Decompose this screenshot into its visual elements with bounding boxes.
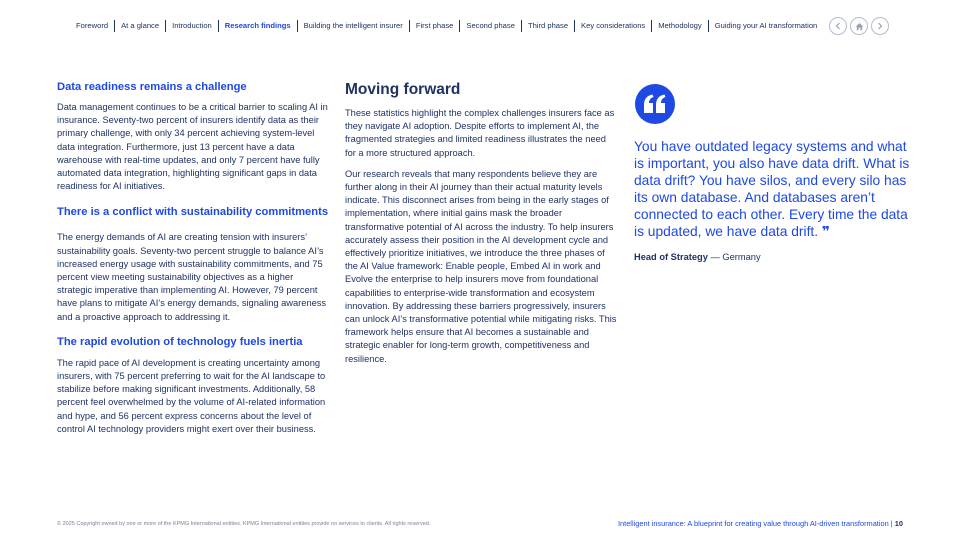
section-heading-sustainability: There is a conflict with sustainability commitments — [57, 206, 329, 219]
next-page-button[interactable] — [871, 17, 889, 35]
chevron-right-icon — [876, 22, 884, 30]
nav-item-foreword[interactable]: Foreword — [70, 20, 115, 32]
attribution-role: Head of Strategy — [634, 252, 708, 262]
moving-forward-paragraph-2: Our research reveals that many respondents believe they are further along in their AI journey than their actual maturity levels indicate. This disconnect arises from being in the early stages of implementation, where initial gains mask the broader transformative potential of AI across the industry. To help insurers accurately assess their position in the AI development cycle and effectively prioritize initiatives, we introduce the three phases of the AI Value framework: Enable people, Embed AI in work and Evolve the enterprise to help insurers move from foundational capabilities to enterprise-wide transformation and ecosystem innovation. By addressing these barriers progressively, insurers can unlock AI’s transformative potential while mitigating risks. This framework helps ensure that AI becomes a sustainable and strategic enabler for long-term growth, competitiveness and resilience. — [345, 168, 617, 364]
page-number: 10 — [894, 519, 903, 528]
moving-forward-heading: Moving forward — [345, 81, 461, 98]
nav-item-third-phase[interactable]: Third phase — [522, 20, 575, 32]
home-icon — [855, 22, 864, 31]
findings-column — [57, 80, 329, 436]
quote-mark-icon — [635, 84, 675, 124]
previous-page-button[interactable] — [829, 17, 847, 35]
section-body-data-readiness: Data management continues to be a critical barrier to scaling AI in insurance. Seventy-two percent of insurers identify data as their primary challenge, with only 34 percent achieving system-level data integration. Furthermore, just 13 percent have a data warehouse with real-time updates, and only 7 percent have fully automated data integration, highlighting significant gaps in data readiness for AI initiatives. — [57, 102, 328, 192]
quote-text — [634, 138, 916, 240]
section-body-technology-inertia: The rapid pace of AI development is creating uncertainty among insurers, with 75 percent preferring to wait for the AI landscape to stabilize before making significant investments. Additionally, 58 percent feel overwhelmed by the volume of AI-related information and hype, and 56 percent express concerns about the level of control AI technology providers might exert over their business. — [57, 357, 326, 434]
attribution-location: Germany — [722, 252, 761, 262]
moving-forward-column — [345, 80, 617, 366]
section-heading-data-readiness: Data readiness remains a challenge — [57, 81, 247, 93]
footer-title-text: Intelligent insurance: A blueprint for creating value through AI-driven transformation | — [617, 519, 893, 528]
nav-item-methodology[interactable]: Methodology — [652, 20, 708, 32]
footer-document-title — [618, 519, 903, 528]
section-heading-technology-inertia: The rapid evolution of technology fuels inertia — [57, 335, 303, 348]
section-body-sustainability: The energy demands of AI are creating tension with insurers’ sustainability goals. Seventy-two percent struggle to balance AI’s increased energy usage with sustainability commitments, and 75 percent view meeting sustainability objectives as a higher strategic imperative than implementing AI. However, 79 percent have plans to mitigate AI’s energy demands, signaling awareness and a proactive approach to addressing it. — [57, 232, 327, 322]
nav-item-introduction[interactable]: Introduction — [166, 20, 219, 32]
quote-body: You have outdated legacy systems and what is important, you also have data drift. What is data drift? You have silos, and every silo has its own database. And databases aren’t connected to each other. Every time the data is updated, we have data drift. — [634, 139, 910, 239]
nav-item-first-phase[interactable]: First phase — [410, 20, 461, 32]
attribution-separator: — — [707, 252, 723, 262]
closing-quote-mark: ❞ — [821, 224, 831, 239]
chevron-left-icon — [834, 22, 842, 30]
nav-item-key-considerations[interactable]: Key considerations — [575, 20, 652, 32]
nav-item-second-phase[interactable]: Second phase — [460, 20, 522, 32]
nav-item-at-a-glance[interactable]: At a glance — [115, 20, 166, 32]
copyright-notice: © 2025 Copyright owned by one or more of the KPMG International entities. KPMG International entities provide no services to clients. All rights reserved. — [57, 521, 431, 527]
nav-item-research-findings[interactable]: Research findings — [219, 20, 298, 32]
top-navigation — [70, 17, 938, 35]
home-button[interactable] — [850, 17, 868, 35]
quote-attribution — [634, 252, 916, 262]
nav-items — [70, 20, 823, 32]
nav-buttons — [829, 17, 889, 35]
nav-item-building-intelligent-insurer[interactable]: Building the intelligent insurer — [298, 20, 410, 32]
moving-forward-paragraph-1: These statistics highlight the complex challenges insurers face as they navigate AI adoption. Despite efforts to implement AI, the fragmented strategies and limited readiness illustrates the need for a more structured approach. — [345, 108, 615, 158]
nav-item-guiding-ai-transformation[interactable]: Guiding your AI transformation — [714, 21, 818, 30]
quote-column — [634, 84, 916, 262]
